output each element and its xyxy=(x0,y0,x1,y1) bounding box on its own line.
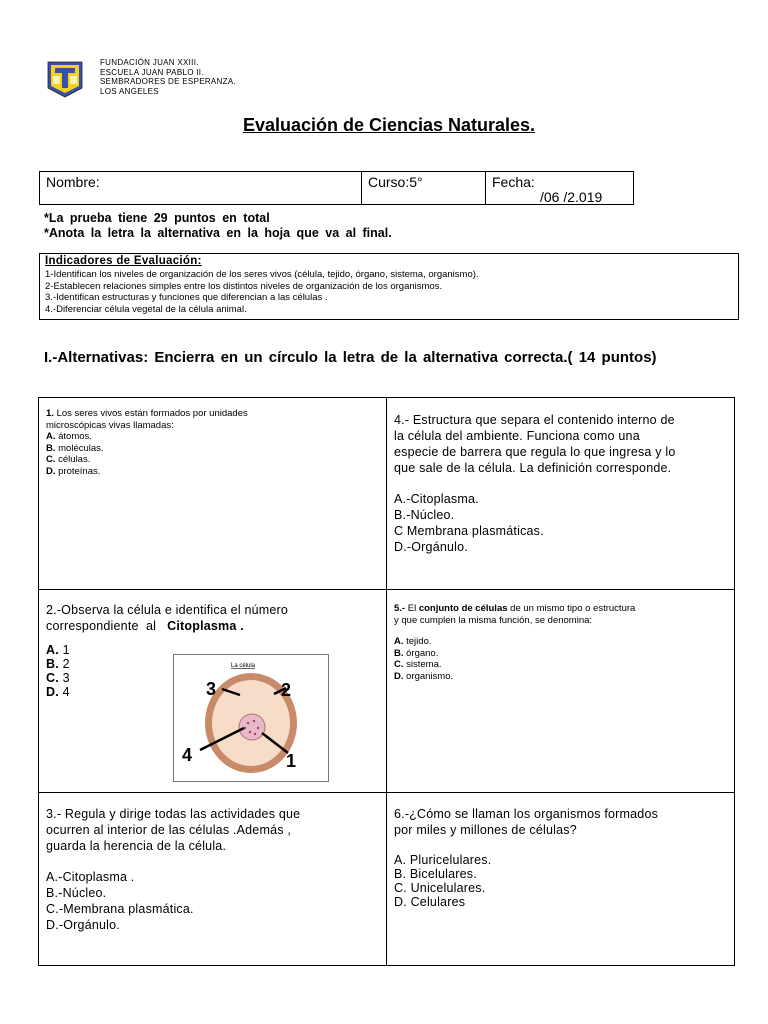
page-title: Evaluación de Ciencias Naturales. xyxy=(242,115,536,135)
q5-option-b[interactable]: B. órgano. xyxy=(394,647,439,659)
q1-option-a[interactable]: A. átomos. xyxy=(46,431,92,442)
q4-stem: que sale de la célula. La definición corresponde. xyxy=(394,461,672,475)
q2-stem: 2.-Observa la célula e identifica el número xyxy=(46,603,289,617)
q5-keyword: conjunto de células xyxy=(418,603,508,614)
q3-stem: 3.- Regula y dirige todas las actividades que xyxy=(46,807,301,821)
q2-option-b[interactable]: B. 2 xyxy=(46,657,70,671)
q1-option-c[interactable]: C. células. xyxy=(46,454,91,465)
q5-number: 5.- xyxy=(394,603,406,614)
questions-grid xyxy=(38,397,735,966)
q4-stem: 4.- Estructura que separa el contenido interno de xyxy=(394,413,675,427)
q5-stem: y que cumplen la misma función, se denomina: xyxy=(394,614,593,626)
q3-option-a[interactable]: A.-Citoplasma . xyxy=(46,870,135,884)
q4-option-d[interactable]: D.-Orgánulo. xyxy=(394,540,468,554)
section-heading: I.-Alternativas: Encierra en un círculo la letra de la alternativa correcta.( 14 puntos) xyxy=(44,349,657,366)
cell-diagram xyxy=(173,654,329,782)
q2-option-d[interactable]: D. 4 xyxy=(46,685,70,699)
q4-option-c[interactable]: C Membrana plasmáticas. xyxy=(394,524,544,538)
question-5: 5.- El conjunto de células de un mismo tipo o estructura y que cumplen la misma función, se denomina: A. tejido. B. órgano. C. sistema. D. organismo. xyxy=(394,603,732,682)
indicators-box xyxy=(39,253,739,320)
q4-option-a[interactable]: A.-Citoplasma. xyxy=(394,492,479,506)
school-line: SEMBRADORES DE ESPERANZA. xyxy=(100,77,236,86)
question-3 xyxy=(46,806,376,933)
q6-stem: 6.-¿Cómo se llaman los organismos formados xyxy=(394,807,659,821)
indicators-title: Indicadores de Evaluación: xyxy=(45,255,202,267)
school-line: ESCUELA JUAN PABLO II. xyxy=(100,67,204,77)
q2-stem: correspondiente al xyxy=(46,619,168,633)
q3-stem: ocurren al interior de las células .Además , xyxy=(46,823,292,837)
curso-field xyxy=(362,172,486,204)
q3-stem: guarda la herencia de la célula. xyxy=(46,839,227,853)
q5-option-d[interactable]: D. organismo. xyxy=(394,670,454,682)
note-line: *Anota la letra la alternativa en la hoja que va al final. xyxy=(44,226,392,240)
nombre-field[interactable] xyxy=(40,172,362,204)
q4-stem: especie de barrera que regula lo que ingresa y lo xyxy=(394,445,676,459)
instructions xyxy=(44,211,392,241)
fecha-label: Fecha: xyxy=(492,174,535,190)
school-line: LOS ANGELES xyxy=(100,86,159,96)
q6-option-c[interactable]: C. Unicelulares. xyxy=(394,881,486,895)
q1-number: 1. xyxy=(46,408,54,419)
q3-option-c[interactable]: C.-Membrana plasmática. xyxy=(46,902,194,916)
question-1 xyxy=(46,408,376,477)
q6-option-a[interactable]: A. Pluricelulares. xyxy=(394,853,492,867)
q3-option-d[interactable]: D.-Orgánulo. xyxy=(46,918,120,932)
grid-divider xyxy=(39,589,734,590)
grid-divider xyxy=(386,398,387,965)
indicator-item: 3.-Identifican estructuras y funciones que diferencian a las células . xyxy=(45,292,328,303)
q1-stem: microscópicas vivas llamadas: xyxy=(46,419,174,431)
label-3: 3 xyxy=(206,679,217,699)
q1-option-d[interactable]: D. proteínas. xyxy=(46,465,101,477)
question-4 xyxy=(394,412,732,555)
q1-stem: Los seres vivos están formados por unidades xyxy=(53,408,248,419)
label-4: 4 xyxy=(182,745,193,765)
student-info-table xyxy=(39,171,634,205)
label-1: 1 xyxy=(286,751,297,771)
fecha-value: /06 /2.019 xyxy=(540,189,603,205)
q6-option-b[interactable]: B. Bicelulares. xyxy=(394,867,477,881)
q3-option-b[interactable]: B.-Núcleo. xyxy=(46,886,107,900)
note-line: *La prueba tiene 29 puntos en total xyxy=(44,211,270,225)
grid-divider xyxy=(39,792,734,793)
curso-label: Curso:5° xyxy=(368,174,423,190)
q1-option-b[interactable]: B. moléculas. xyxy=(46,442,104,454)
fecha-field[interactable] xyxy=(486,172,634,204)
q6-option-d[interactable]: D. Celulares xyxy=(394,895,466,909)
indicator-item: 1-Identifican los niveles de organización de los seres vivos (célula, tejido, órgano, sistema, organismo). xyxy=(45,269,479,280)
indicator-item: 4.-Diferenciar célula vegetal de la célula animal. xyxy=(45,303,247,315)
school-logo xyxy=(46,60,84,98)
q4-stem: la célula del ambiente. Funciona como una xyxy=(394,429,640,443)
label-2: 2 xyxy=(281,680,292,700)
q5-option-a[interactable]: A. tejido. xyxy=(394,636,432,647)
q2-keyword: Citoplasma . xyxy=(167,619,244,633)
q2-option-a[interactable]: A. 1 xyxy=(46,643,70,657)
q5-option-c[interactable]: C. sistema. xyxy=(394,659,442,670)
q4-option-b[interactable]: B.-Núcleo. xyxy=(394,508,455,522)
q2-option-c[interactable]: C. 3 xyxy=(46,671,70,685)
question-6 xyxy=(394,806,732,909)
school-line: FUNDACIÓN JUAN XXIII. xyxy=(100,58,199,67)
figure-caption: La célula xyxy=(231,663,256,669)
school-info xyxy=(100,58,236,96)
indicator-item: 2-Establecen relaciones simples entre los distintos niveles de organización de los organismos. xyxy=(45,280,443,292)
nombre-label: Nombre: xyxy=(46,174,100,190)
q6-stem: por miles y millones de células? xyxy=(394,823,577,837)
nucleus xyxy=(239,714,265,740)
